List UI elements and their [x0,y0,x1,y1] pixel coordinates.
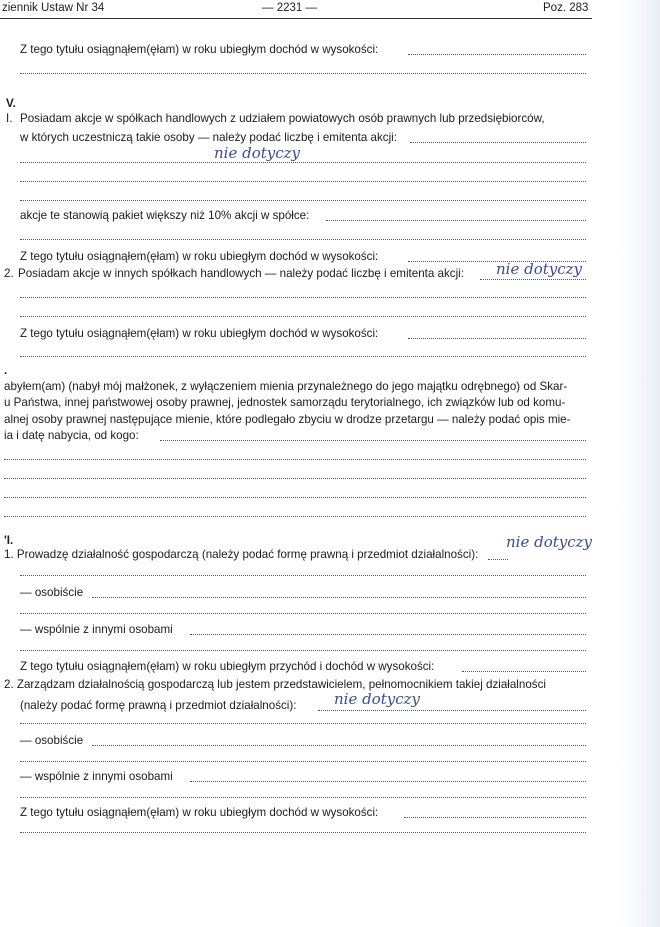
management-jointly-field[interactable] [190,781,586,782]
handwritten-not-applicable-3: nie dotyczy [506,533,593,551]
acquisition-field-e[interactable] [4,516,586,517]
business-personally-field-b[interactable] [20,613,586,614]
scan-shadow [620,0,660,927]
business-field-b[interactable] [20,575,586,576]
income-field-1b[interactable] [20,73,586,74]
management-income-text: Z tego tytułu osiągnąłem(ęłam) w roku ubiegłym dochód w wysokości: [20,806,379,819]
shares-county-text-b: w których uczestniczą takie osoby — należy podać liczbę i emitenta akcji: [20,131,397,144]
management-field-b[interactable] [20,723,586,724]
management-text-a: 2. Zarządzam działalnością gospodarczą lub jestem przedstawicielem, pełnomocnikiem takiej działalności [4,678,546,691]
management-field[interactable] [318,710,586,711]
shares-other-field-c[interactable] [20,316,586,317]
income-field-1[interactable] [408,54,586,55]
business-personally-field[interactable] [92,597,586,598]
acquisition-field-d[interactable] [4,497,586,498]
position-number: Poz. 283 [543,2,589,14]
acquisition-field[interactable] [160,440,586,441]
business-jointly-field-b[interactable] [20,650,586,651]
business-jointly-field[interactable] [190,634,586,635]
journal-title: ziennik Ustaw Nr 34 [2,2,105,14]
acquisition-text-1: abyłem(am) (nabył mój małżonek, z wyłączeniem mienia przynależnego do jego majątku odrębnego) od Skar- [4,380,568,393]
business-text: 1. Prowadzę działalność gospodarczą (należy podać formę prawną i przedmiot działalności): [4,548,479,561]
income-line-3: Z tego tytułu osiągnąłem(ęłam) w roku ubiegłym dochód w wysokości: [20,327,379,340]
management-income-field-b[interactable] [20,832,586,833]
shares-county-field[interactable] [410,142,586,143]
business-income-field[interactable] [462,671,586,672]
item-2-number: 2. [4,267,14,280]
shares-other-field[interactable] [480,279,586,280]
income-line-2: Z tego tytułu osiągnąłem(ęłam) w roku ubiegłym dochód w wysokości: [20,250,379,263]
acquisition-field-c[interactable] [4,478,586,479]
shares-county-text-a: Posiadam akcje w spółkach handlowych z udziałem powiatowych osób prawnych lub przedsiębiorców, [20,112,545,125]
shares-other-text: Posiadam akcje w innych spółkach handlowych — należy podać liczbę i emitenta akcji: [18,267,464,280]
management-income-field[interactable] [404,817,586,818]
acquisition-field-b[interactable] [4,459,586,460]
page-header [0,0,592,19]
handwritten-not-applicable-2: nie dotyczy [496,260,583,278]
acquisition-text-4: ia i datę nabycia, od kogo: [4,429,139,442]
acquisition-text-3: alnej osoby prawnej następujące mienie, które podlegało zbyciu w drodze przetargu — należy podać opis mie- [4,413,571,426]
handwritten-not-applicable-1: nie dotyczy [214,144,301,162]
management-jointly-field-b[interactable] [20,797,586,798]
business-income-text: Z tego tytułu osiągnąłem(ęłam) w roku ubiegłym przychód i dochód w wysokości: [20,660,435,673]
business-personally-label: — osobiście [20,586,84,599]
management-personally-field[interactable] [92,745,586,746]
handwritten-not-applicable-4: nie dotyczy [334,690,421,708]
business-field[interactable] [488,559,508,560]
business-jointly-label: — wspólnie z innymi osobami [20,623,173,636]
management-text-b: (należy podać formę prawną i przedmiot działalności): [20,699,297,712]
shares-over-10-field[interactable] [326,220,586,221]
item-1-number: I. [6,112,13,125]
acquisition-text-2: u Państwa, innej państwowej osoby prawnej, jednostek samorządu terytorialnego, ich związków lub od komu- [4,396,566,409]
shares-county-field-b[interactable] [20,162,586,163]
management-jointly-label: — wspólnie z innymi osobami [20,770,173,783]
income-line-1: Z tego tytułu osiągnąłem(ęłam) w roku ubiegłym dochód w wysokości: [20,43,379,56]
shares-other-field-b[interactable] [20,297,586,298]
page-number: — 2231 — [262,2,317,14]
management-personally-field-b[interactable] [20,761,586,762]
section-vi-heading: 'I. [4,534,14,547]
shares-over-10-text: akcje te stanowią pakiet większy niż 10% akcji w spółce: [20,209,310,222]
shares-over-10-field-b[interactable] [20,239,586,240]
section-v-heading: V. [6,97,16,110]
section-vi-heading-fragment: . [4,364,8,377]
management-personally-label: — osobiście [20,734,84,747]
shares-county-field-d[interactable] [20,200,586,201]
income-field-3[interactable] [408,338,586,339]
shares-county-field-c[interactable] [20,181,586,182]
income-field-3b[interactable] [20,356,586,357]
